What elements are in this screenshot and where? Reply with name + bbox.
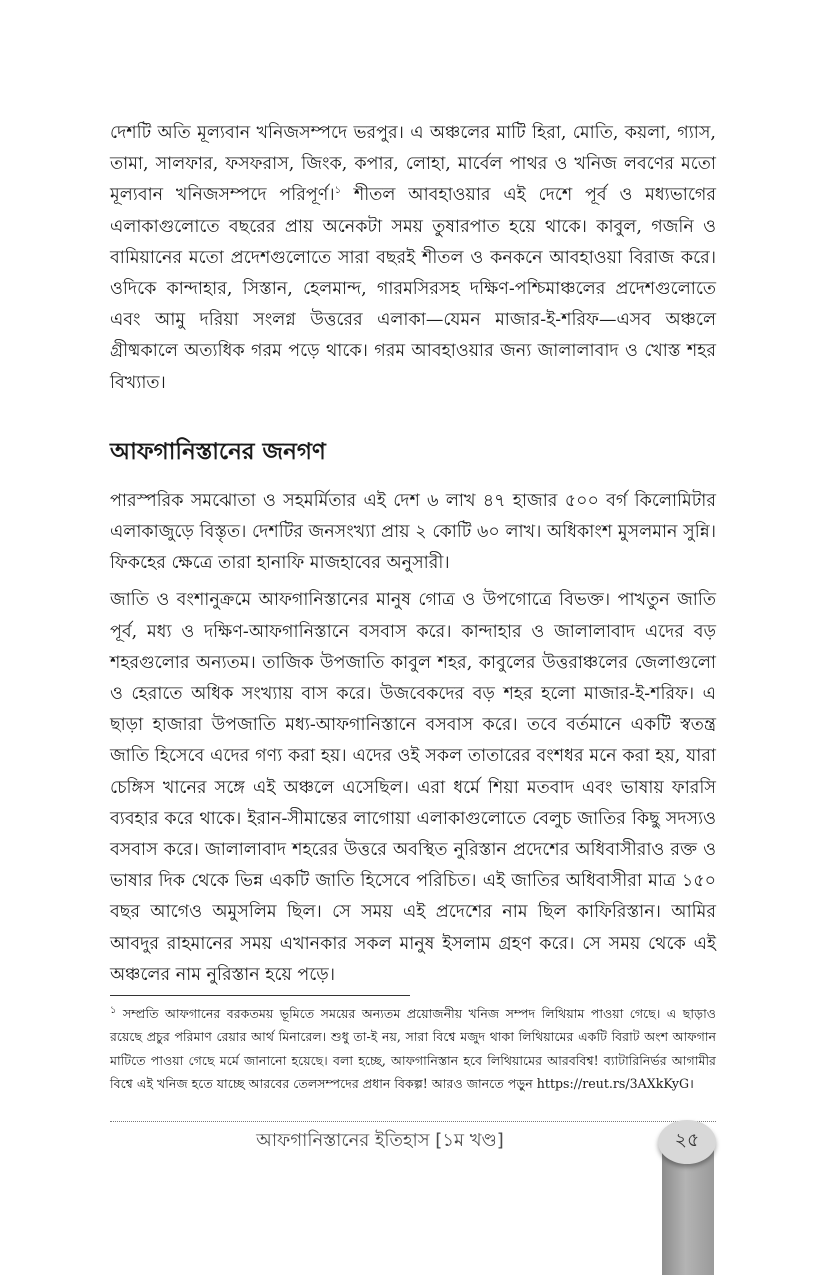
paragraph-text: দেশটি অতি মূল্যবান খনিজসম্পদে ভরপুর। এ অঞ্চলের মাটি হিরা, মোতি, কয়লা, গ্যাস, তামা, সালফার, ফসফরাস, জিংক, কপার, লোহা, মার্বেল পাথর ও খনিজ লবণের মতো মূল্যবান খনিজসম্পদে পরিপূর্ণ। bbox=[110, 123, 716, 206]
page-number: ২৫ bbox=[658, 1120, 716, 1164]
paragraph-population: পারস্পরিক সমঝোতা ও সহমর্মিতার এই দেশ ৬ লাখ ৪৭ হাজার ৫০০ বর্গ কিলোমিটার এলাকাজুড়ে বিস্তৃত। দেশটির জনসংখ্যা প্রায় ২ কোটি ৬০ লাখ। অধিকাংশ মুসলমান সুন্নি। ফিকহের ক্ষেত্রে তারা হানাফি মাজহাবের অনুসারী। bbox=[110, 490, 716, 574]
section-heading: আফগানিস্তানের জনগণ bbox=[110, 438, 326, 465]
footnote bbox=[110, 1002, 716, 1096]
footnote-text: সম্প্রতি আফগানের বরকতময় ভূমিতে সময়ের অন্যতম প্রয়োজনীয় খনিজ সম্পদ লিথিয়াম পাওয়া গেছে। এ ছাড়াও রয়েছে প্রচুর পরিমাণ রেয়ার আর্থ মিনারেল। শুধু তা-ই নয়, সারা বিশ্বে মজুদ থাকা লিথিয়ামের একটি বিরাট অংশ আফগান মাটিতে পাওয়া গেছে মর্মে জানানো হয়েছে। বলা হচ্ছে, আফগানিস্তান হবে লিথিয়ামের আরববিশ্ব! ব্যাটারিনির্ভর আগামীর বিশ্বে এই খনিজ হতে যাচ্ছে আরবের তেলসম্পদের প্রধান বিকল্প! আরও জানতে পড়ুন https://reut.rs/3AXkKyG। bbox=[110, 1006, 716, 1092]
paragraph-text: শীতল আবহাওয়ার এই দেশে পূর্ব ও মধ্যভাগের এলাকাগুলোতে বছরের প্রায় অনেকটা সময় তুষারপাত হয়ে থাকে। কাবুল, গজনি ও বামিয়ানের মতো প্রদেশগুলোতে সারা বছরই শীতল ও কনকনে আবহাওয়া বিরাজ করে। ওদিকে কান্দাহার, সিস্তান, হেলমান্দ, গারমসিরসহ দক্ষিণ-পশ্চিমাঞ্চলের প্রদেশগুলোতে এবং আমু দরিয়া সংলগ্ন উত্তরের এলাকা—যেমন মাজার-ই-শরিফ—এসব অঞ্চলে গ্রীষ্মকালে অত্যধিক গরম পড়ে থাকে। গরম আবহাওয়ার জন্য জালালাবাদ ও খোস্ত শহর বিখ্যাত। bbox=[110, 185, 716, 393]
footnote-marker: ১ bbox=[110, 1004, 117, 1016]
footer-divider bbox=[110, 1121, 716, 1122]
footnote-divider bbox=[110, 995, 410, 996]
footnote-reference[interactable]: ১ bbox=[334, 185, 342, 197]
paragraph-ethnic-groups: জাতি ও বংশানুক্রমে আফগানিস্তানের মানুষ গোত্র ও উপগোত্রে বিভক্ত। পাখতুন জাতি পূর্ব, মধ্য ও দক্ষিণ-আফগানিস্তানে বসবাস করে। কান্দাহার ও জালালাবাদ এদের বড় শহরগুলোর অন্যতম। তাজিক উপজাতি কাবুল শহর, কাবুলের উত্তরাঞ্চলের জেলাগুলো ও হেরাতে অধিক সংখ্যায় বাস করে। উজবেকদের বড় শহর হলো মাজার-ই-শরিফ। এ ছাড়া হাজারা উপজাতি মধ্য-আফগানিস্তানে বসবাস করে। তবে বর্তমানে একটি স্বতন্ত্র জাতি হিসেবে এদের গণ্য করা হয়। এদের ওই সকল তাতারের বংশধর মনে করা হয়, যারা চেঙ্গিস খানের সঙ্গে এই অঞ্চলে এসেছিল। এরা ধর্মে শিয়া মতবাদ এবং ভাষায় ফারসি ব্যবহার করে থাকে। ইরান-সীমান্তের লাগোয়া এলাকাগুলোতে বেলুচ জাতির কিছু সদস্যও বসবাস করে। জালালাবাদ শহরের উত্তরে অবস্থিত নুরিস্তান প্রদেশের অধিবাসীরাও রক্ত ও ভাষার দিক থেকে ভিন্ন একটি জাতি হিসেবে পরিচিত। এই জাতির অধিবাসীরা মাত্র ১৫০ বছর আগেও অমুসলিম ছিল। সে সময় এই প্রদেশের নাম ছিল কাফিরিস্তান। আমির আবদুর রাহমানের সময় এখানকার সকল মানুষ ইসলাম গ্রহণ করে। সে সময় থেকে এই অঞ্চলের নাম নুরিস্তান হয়ে পড়ে। bbox=[110, 590, 716, 985]
page-body bbox=[110, 118, 716, 997]
running-head: আফগানিস্তানের ইতিহাস [১ম খণ্ড] bbox=[256, 1130, 504, 1151]
paragraph-minerals-climate bbox=[110, 118, 716, 399]
